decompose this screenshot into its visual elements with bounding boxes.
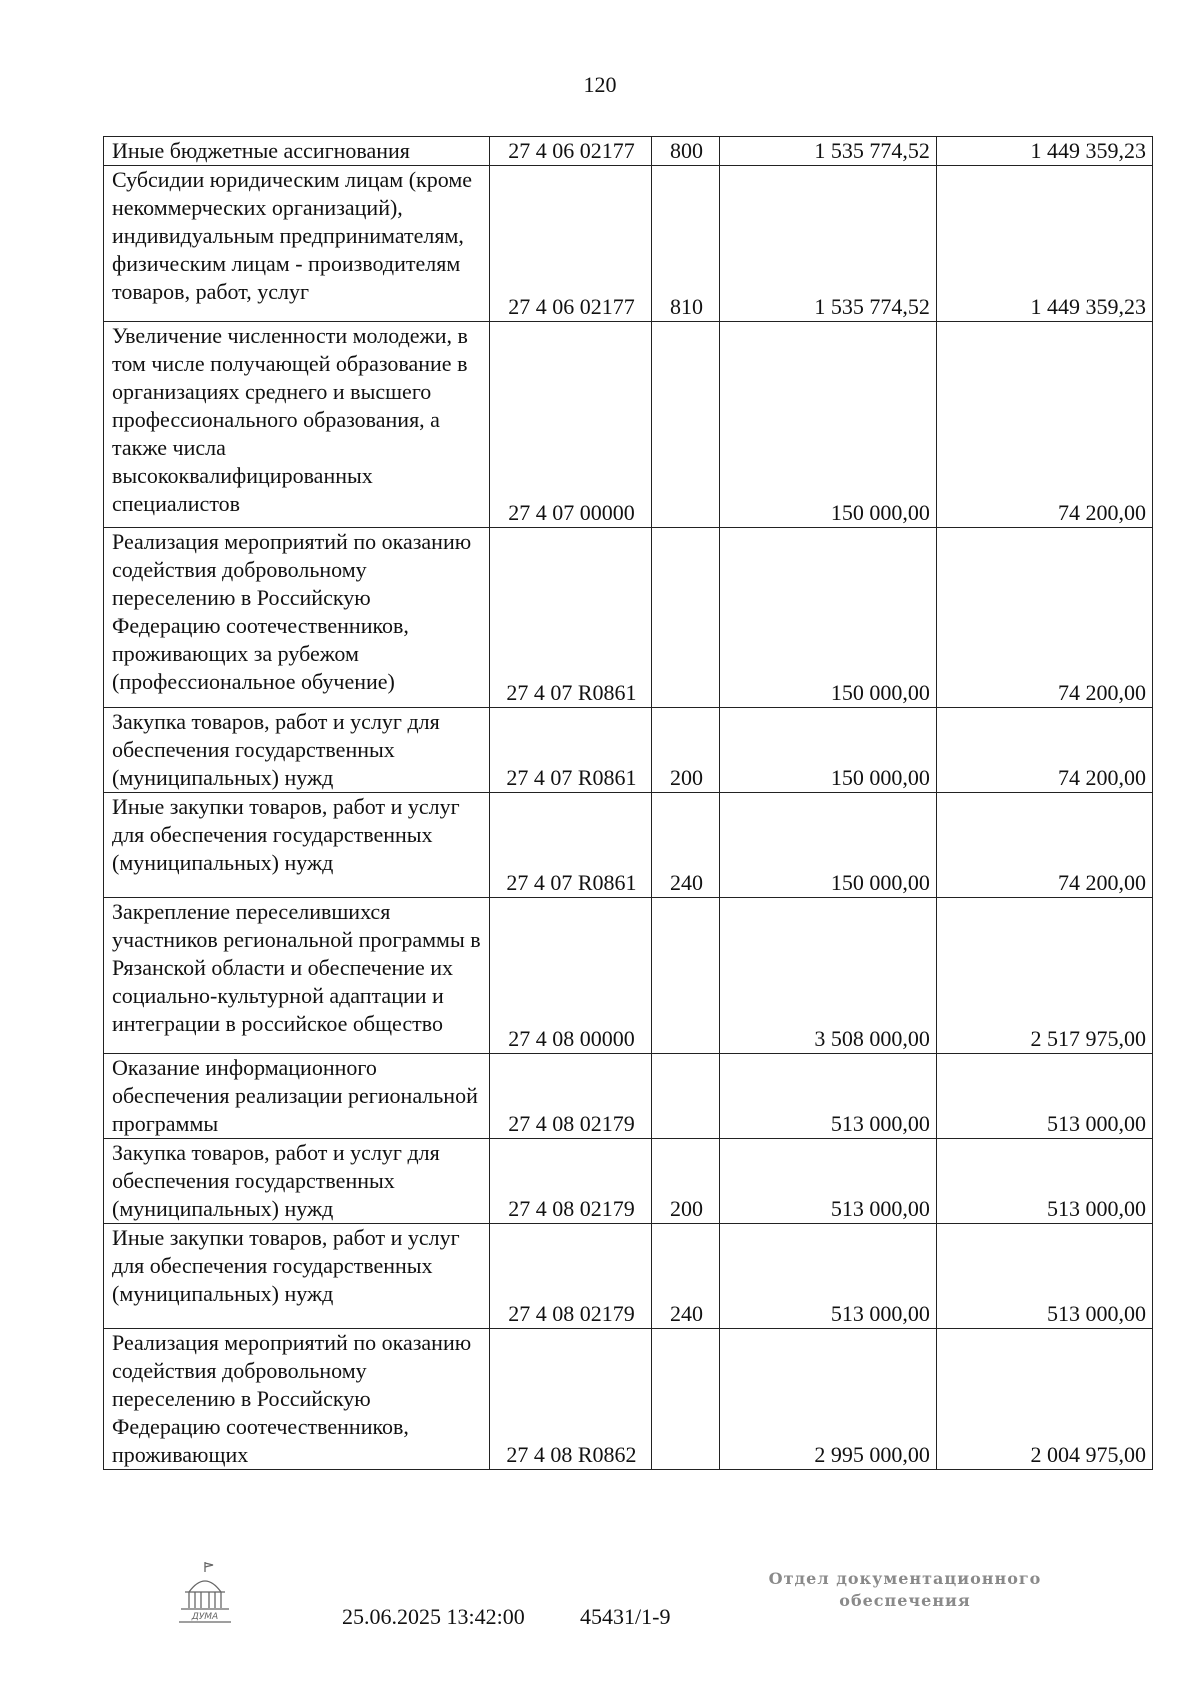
row-type: 800 bbox=[652, 137, 719, 166]
row-amount-2: 1 449 359,23 bbox=[936, 137, 1152, 166]
row-amount-1: 513 000,00 bbox=[719, 1224, 936, 1329]
row-name: Увеличение численности молодежи, в том числе получающей образование в организациях среднего и высшего профессионального образования, а также числа высококвалифицированных специалистов bbox=[104, 322, 490, 528]
row-name: Иные закупки товаров, работ и услуг для обеспечения государственных (муниципальных) нужд bbox=[104, 793, 490, 898]
row-type: 810 bbox=[652, 166, 719, 322]
table-row bbox=[104, 1224, 1153, 1329]
row-type bbox=[652, 1329, 719, 1470]
row-code: 27 4 07 00000 bbox=[489, 322, 652, 528]
row-name: Субсидии юридическим лицам (кроме некоммерческих организаций), индивидуальным предпринимателям, физическим лицам - производителям товаров, работ, услуг bbox=[104, 166, 490, 322]
row-type bbox=[652, 322, 719, 528]
row-name: Оказание информационного обеспечения реализации региональной программы bbox=[104, 1054, 490, 1139]
row-amount-1: 513 000,00 bbox=[719, 1054, 936, 1139]
table-row bbox=[104, 137, 1153, 166]
row-name: Реализация мероприятий по оказанию содействия добровольному переселению в Российскую Федерацию соотечественников, проживающих за рубежом (профессиональное обучение) bbox=[104, 528, 490, 708]
table-row bbox=[104, 1139, 1153, 1224]
row-code: 27 4 08 00000 bbox=[489, 898, 652, 1054]
row-amount-1: 150 000,00 bbox=[719, 528, 936, 708]
table-row bbox=[104, 528, 1153, 708]
row-amount-2: 513 000,00 bbox=[936, 1139, 1152, 1224]
row-amount-2: 74 200,00 bbox=[936, 528, 1152, 708]
table-row bbox=[104, 1054, 1153, 1139]
row-name: Иные бюджетные ассигнования bbox=[104, 137, 490, 166]
row-type bbox=[652, 1054, 719, 1139]
row-amount-1: 150 000,00 bbox=[719, 793, 936, 898]
row-amount-1: 513 000,00 bbox=[719, 1139, 936, 1224]
table-row bbox=[104, 708, 1153, 793]
row-type bbox=[652, 898, 719, 1054]
svg-text:ДУМА: ДУМА bbox=[191, 1612, 219, 1622]
row-type: 240 bbox=[652, 793, 719, 898]
row-amount-2: 2 004 975,00 bbox=[936, 1329, 1152, 1470]
row-amount-1: 2 995 000,00 bbox=[719, 1329, 936, 1470]
department-stamp bbox=[755, 1568, 1055, 1612]
row-name: Реализация мероприятий по оказанию содействия добровольному переселению в Российскую Федерацию соотечественников, проживающих bbox=[104, 1329, 490, 1470]
row-code: 27 4 08 02179 bbox=[489, 1139, 652, 1224]
footer-datetime: 25.06.2025 13:42:00 bbox=[342, 1604, 525, 1629]
row-amount-2: 513 000,00 bbox=[936, 1224, 1152, 1329]
stamp-line-1: Отдел документационного bbox=[768, 1569, 1042, 1588]
row-name: Закупка товаров, работ и услуг для обеспечения государственных (муниципальных) нужд bbox=[104, 708, 490, 793]
row-amount-1: 1 535 774,52 bbox=[719, 166, 936, 322]
row-code: 27 4 06 02177 bbox=[489, 166, 652, 322]
row-amount-2: 1 449 359,23 bbox=[936, 166, 1152, 322]
row-amount-2: 74 200,00 bbox=[936, 708, 1152, 793]
row-amount-1: 150 000,00 bbox=[719, 322, 936, 528]
row-amount-2: 2 517 975,00 bbox=[936, 898, 1152, 1054]
row-amount-2: 74 200,00 bbox=[936, 322, 1152, 528]
row-type: 200 bbox=[652, 1139, 719, 1224]
row-type: 200 bbox=[652, 708, 719, 793]
row-name: Закупка товаров, работ и услуг для обеспечения государственных (муниципальных) нужд bbox=[104, 1139, 490, 1224]
page-number: 120 bbox=[583, 72, 617, 97]
row-code: 27 4 08 02179 bbox=[489, 1224, 652, 1329]
table-row bbox=[104, 898, 1153, 1054]
row-code: 27 4 06 02177 bbox=[489, 137, 652, 166]
row-type: 240 bbox=[652, 1224, 719, 1329]
table-row bbox=[104, 322, 1153, 528]
row-code: 27 4 07 R0861 bbox=[489, 528, 652, 708]
table-row bbox=[104, 166, 1153, 322]
stamp-line-2: обеспечения bbox=[839, 1591, 971, 1610]
row-amount-1: 3 508 000,00 bbox=[719, 898, 936, 1054]
table-row bbox=[104, 793, 1153, 898]
row-type bbox=[652, 528, 719, 708]
row-code: 27 4 07 R0861 bbox=[489, 708, 652, 793]
footer-document-number: 45431/1-9 bbox=[580, 1604, 671, 1629]
row-amount-2: 513 000,00 bbox=[936, 1054, 1152, 1139]
budget-table bbox=[103, 136, 1153, 1470]
duma-logo-icon bbox=[175, 1560, 235, 1626]
row-name: Иные закупки товаров, работ и услуг для обеспечения государственных (муниципальных) нужд bbox=[104, 1224, 490, 1329]
row-code: 27 4 08 02179 bbox=[489, 1054, 652, 1139]
row-name: Закрепление переселившихся участников региональной программы в Рязанской области и обеспечение их социально-культурной адаптации и интеграции в российское общество bbox=[104, 898, 490, 1054]
row-amount-1: 150 000,00 bbox=[719, 708, 936, 793]
row-amount-2: 74 200,00 bbox=[936, 793, 1152, 898]
row-code: 27 4 08 R0862 bbox=[489, 1329, 652, 1470]
table-row bbox=[104, 1329, 1153, 1470]
row-code: 27 4 07 R0861 bbox=[489, 793, 652, 898]
row-amount-1: 1 535 774,52 bbox=[719, 137, 936, 166]
